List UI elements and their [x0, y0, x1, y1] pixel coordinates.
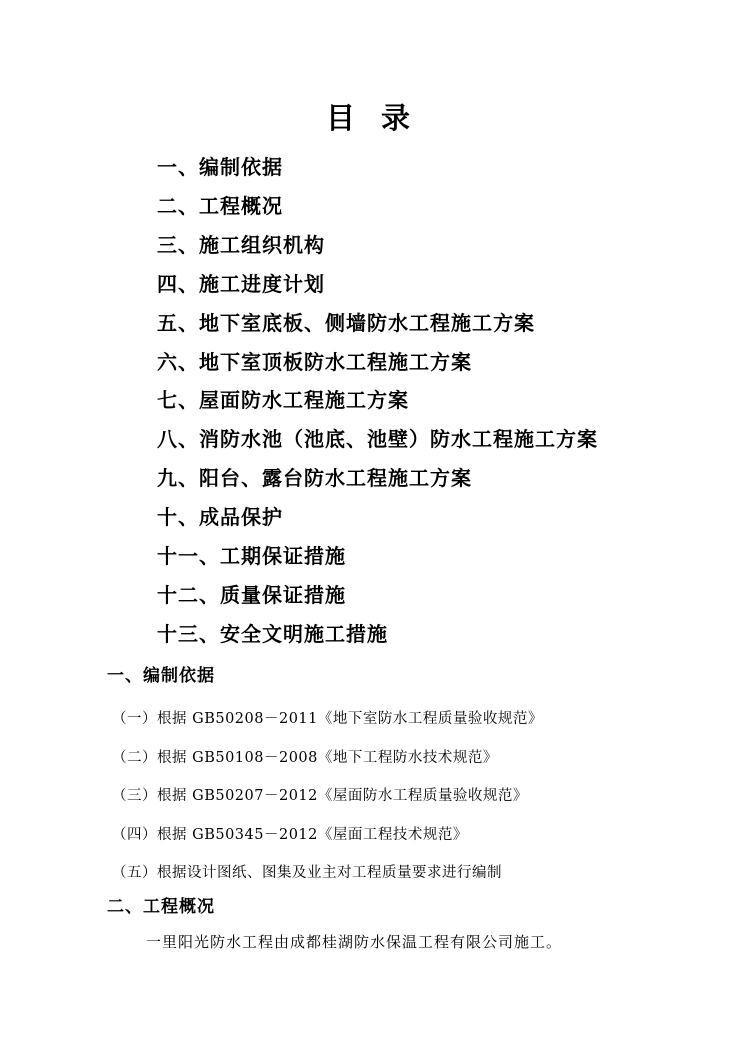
basis-item: （五）根据设计图纸、图集及业主对工程质量要求进行编制: [112, 865, 502, 882]
overview-paragraph: 一里阳光防水工程由成都桂湖防水保温工程有限公司施工。: [146, 933, 563, 951]
toc-item: 十一、工期保证措施: [157, 544, 346, 569]
basis-list: [112, 700, 543, 893]
section-heading-overview: 二、工程概况: [107, 897, 215, 917]
toc-item: 六、地下室顶板防水工程施工方案: [157, 349, 472, 374]
toc-item: 八、消防水池（池底、池壁）防水工程施工方案: [157, 427, 598, 452]
table-of-contents: [157, 148, 598, 654]
toc-item: 十二、质量保证措施: [157, 582, 346, 607]
toc-item: 三、施工组织机构: [157, 232, 325, 257]
toc-item: 五、地下室底板、侧墙防水工程施工方案: [157, 310, 535, 335]
basis-item: （一）根据 GB50208－2011《地下室防水工程质量验收规范》: [112, 711, 543, 727]
toc-item: 四、施工进度计划: [157, 271, 325, 296]
toc-item: 十三、安全文明施工措施: [157, 621, 388, 646]
basis-item: （四）根据 GB50345－2012《屋面工程技术规范》: [112, 826, 468, 843]
basis-item: （二）根据 GB50108－2008《地下工程防水技术规范》: [112, 749, 498, 766]
toc-title: 目 录: [325, 101, 419, 135]
toc-item: 七、屋面防水工程施工方案: [157, 388, 409, 413]
toc-item: 九、阳台、露台防水工程施工方案: [157, 466, 472, 491]
basis-item: （三）根据 GB50207－2012《屋面防水工程质量验收规范》: [112, 788, 528, 805]
toc-item: 二、工程概况: [157, 193, 283, 218]
toc-item: 一、编制依据: [157, 155, 283, 179]
section-heading-basis: 一、编制依据: [107, 666, 215, 686]
toc-item: 十、成品保护: [157, 505, 283, 530]
